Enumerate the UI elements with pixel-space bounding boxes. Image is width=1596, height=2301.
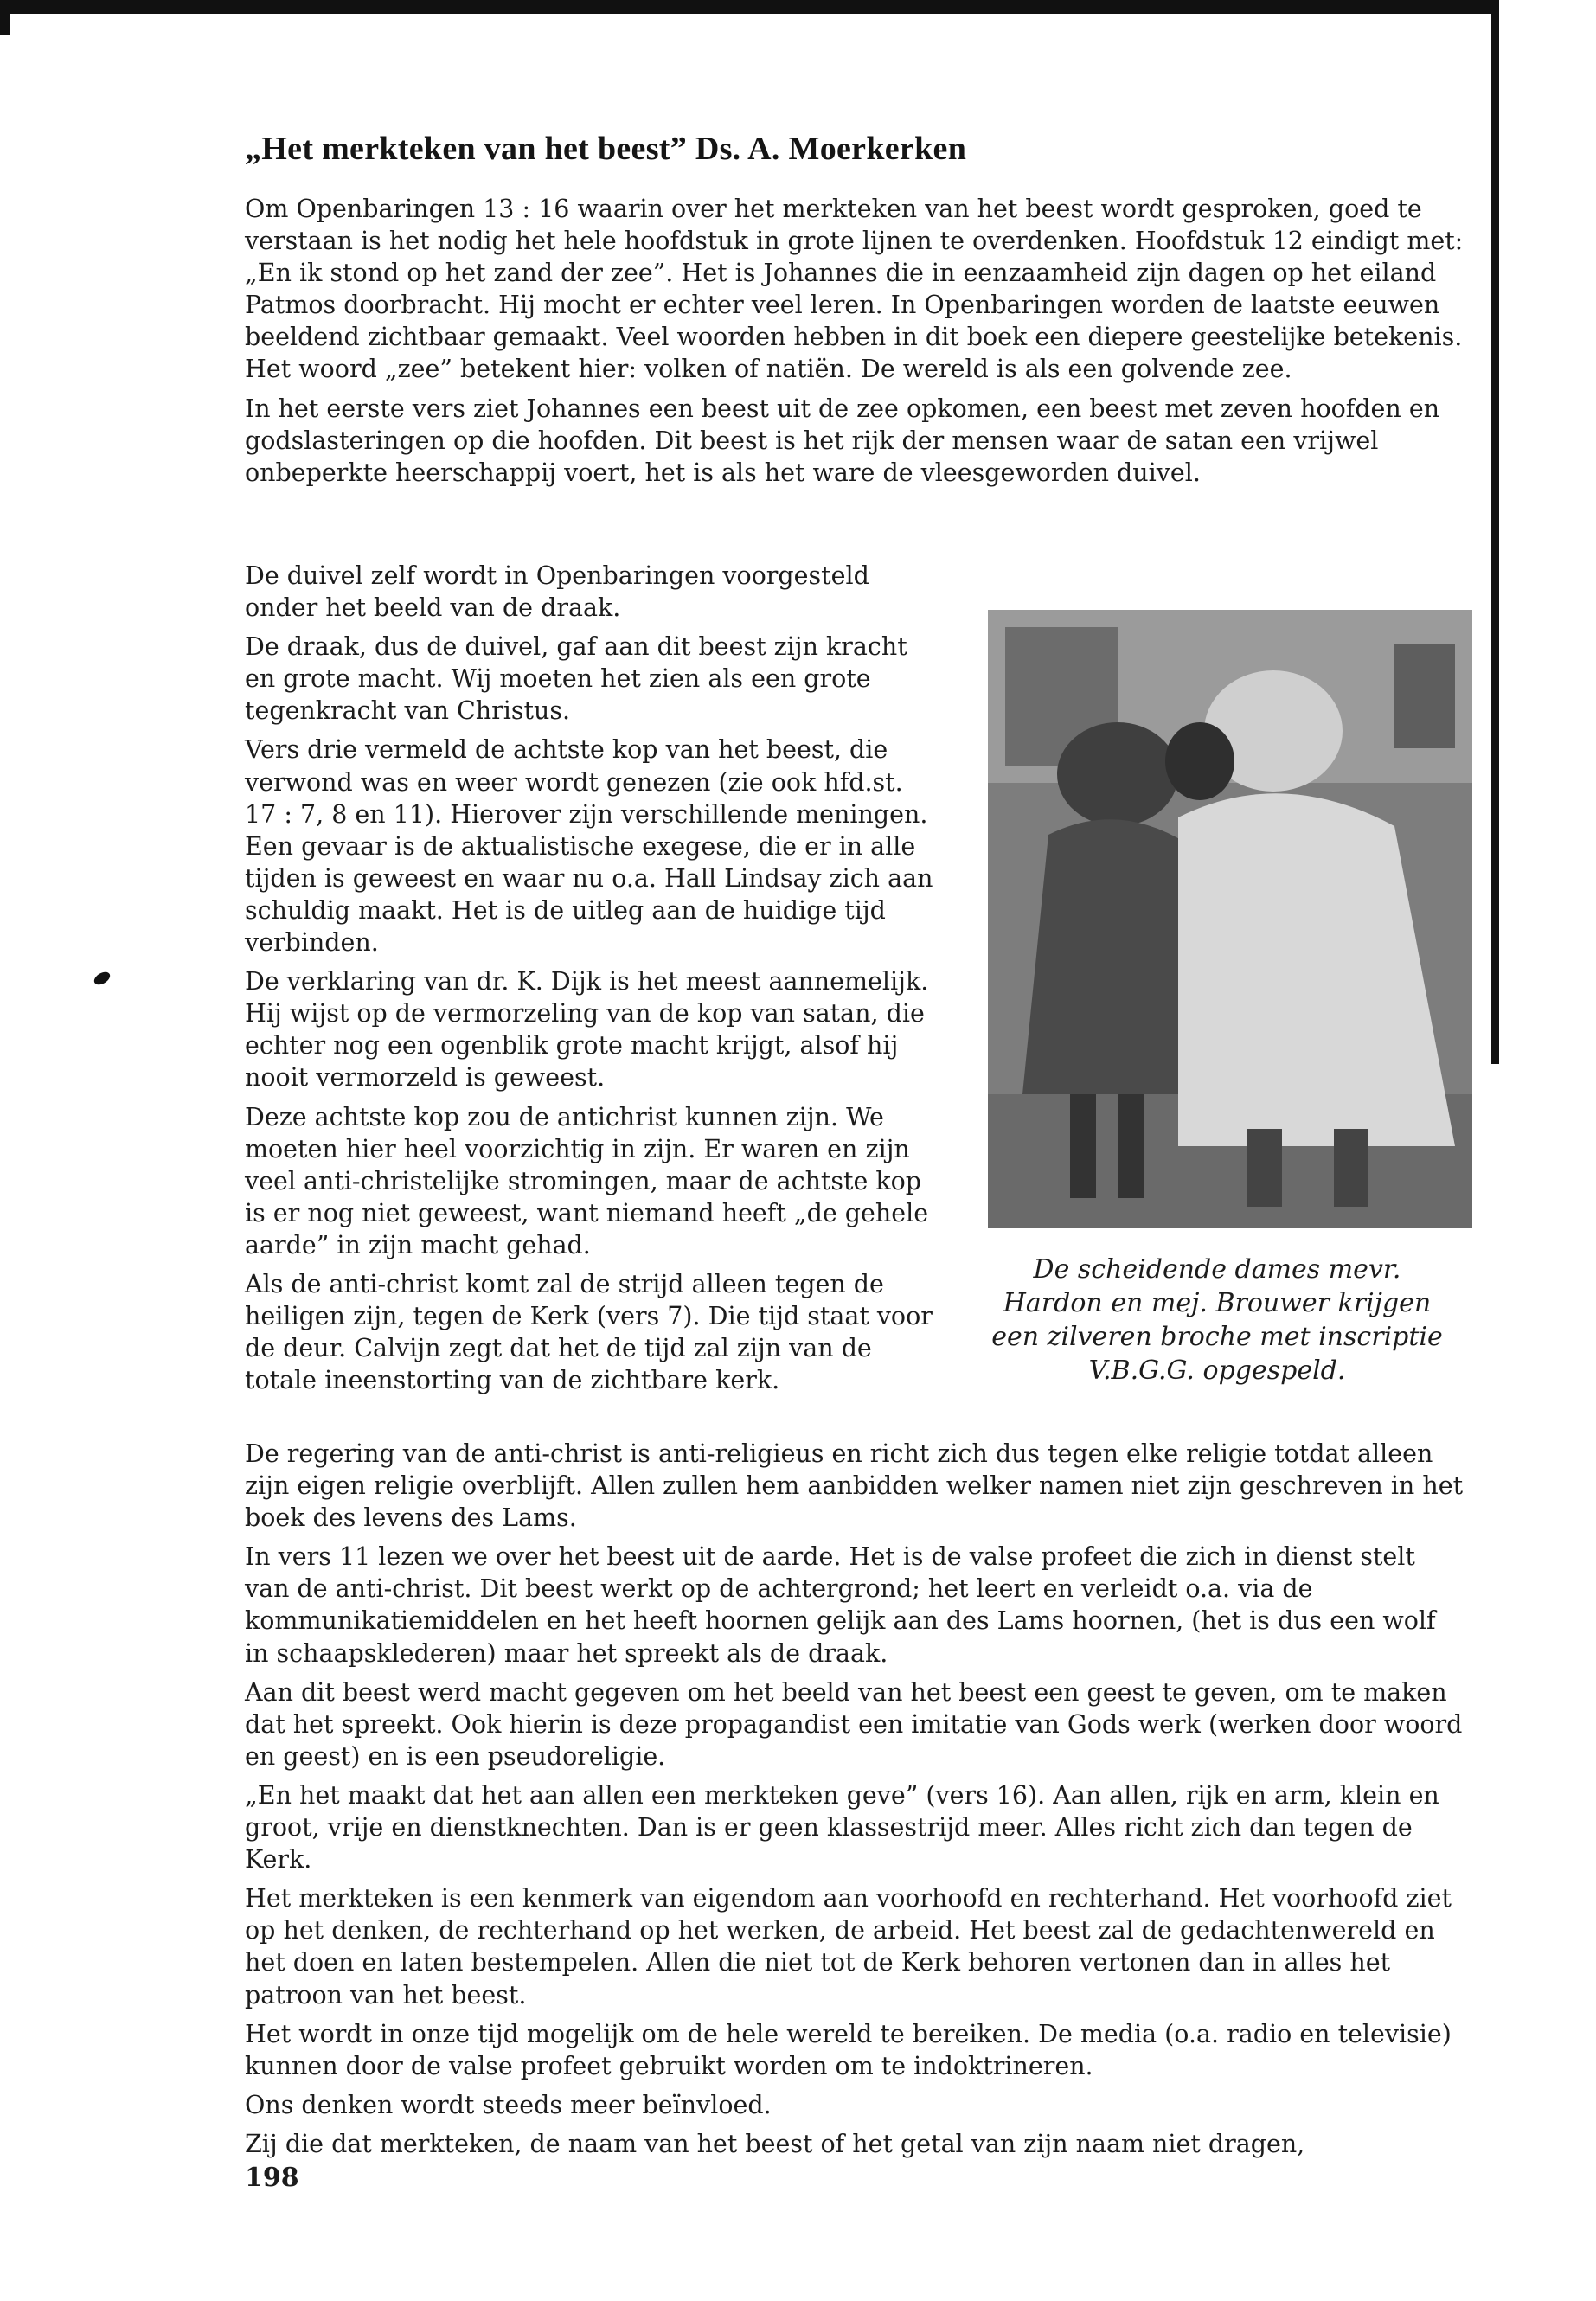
intro-text (245, 193, 1466, 489)
caption-line: V.B.G.G. opgespeld. (1088, 1356, 1346, 1386)
intro-paragraph: In het eerste vers ziet Johannes een beest uit de zee opkomen, een beest met zeven hoofden en godslasteringen op die hoofden. Dit beest is het rijk der mensen waar de satan een vrijwel onbeperkte heerschappij voert, het is als het ware de vleesgeworden duivel. (245, 394, 1440, 487)
caption-line: een zilveren broche met inscriptie (991, 1322, 1443, 1352)
page-border-right (1491, 0, 1499, 1064)
narrow-paragraph: Vers drie vermeld de achtste kop van het beest, die verwond was en weer wordt genezen (zie ook hfd.st. 17 : 7, 8 en 11). Hierover zijn verschillende meningen. Een gevaar is de aktualistische exegese, die er in alle tijden is geweest en waar nu o.a. Hall Lindsay zich aan schuldig maakt. Het is de uitleg aan de huidige tijd verbinden. (245, 735, 933, 958)
page-number: 198 (245, 2163, 299, 2193)
bottom-paragraph: „En het maakt dat het aan allen een merkteken geve” (vers 16). Aan allen, rijk en arm, klein en groot, vrije en dienstknechten. Dan is er geen klassestrijd meer. Alles richt zich dan tegen de Kerk. (245, 1780, 1439, 1875)
photo-illustration (988, 610, 1472, 1228)
caption-line: De scheidende dames mevr. (1033, 1254, 1401, 1285)
narrow-paragraph: De duivel zelf wordt in Openbaringen voorgesteld onder het beeld van de draak. (245, 561, 869, 623)
narrow-paragraph: De verklaring van dr. K. Dijk is het meest aannemelijk. Hij wijst op de vermorzeling van de kop van satan, die echter nog een ogenblik grote macht krijgt, alsof hij nooit vermorzeld is geweest. (245, 967, 929, 1093)
page-corner-mark (0, 0, 10, 35)
page-border-top (0, 0, 1497, 14)
photo-caption (962, 1253, 1472, 1388)
bottom-text (245, 1438, 1466, 2160)
ink-mark (92, 970, 112, 987)
bottom-paragraph: Zij die dat merkteken, de naam van het beest of het getal van zijn naam niet dragen, (245, 2129, 1305, 2158)
narrow-paragraph: Deze achtste kop zou de antichrist kunnen zijn. We moeten hier heel voorzichtig in zijn. Er waren en zijn veel anti-christelijke stromingen, maar de achtste kop is er nog niet geweest, want niemand heeft „de gehele aarde” in zijn macht gehad. (245, 1102, 929, 1259)
page-title: „Het merkteken van het beest” Ds. A. Moerkerken (245, 131, 967, 167)
bottom-paragraph: Het wordt in onze tijd mogelijk om de hele wereld te bereiken. De media (o.a. radio en televisie) kunnen door de valse profeet gebruikt worden om te indoktrineren. (245, 2019, 1452, 2080)
bottom-paragraph: Ons denken wordt steeds meer beïnvloed. (245, 2090, 772, 2119)
bottom-paragraph: De regering van de anti-christ is anti-religieus en richt zich dus tegen elke religie totdat alleen zijn eigen religie overblijft. Allen zullen hem aanbidden welker namen niet zijn geschreven in het boek des levens des Lams. (245, 1439, 1464, 1533)
bottom-paragraph: Aan dit beest werd macht gegeven om het beeld van het beest een geest te geven, om te maken dat het spreekt. Ook hierin is deze propagandist een imitatie van Gods werk (werken door woord en geest) en is een pseudoreligie. (245, 1677, 1463, 1771)
bottom-paragraph: In vers 11 lezen we over het beest uit de aarde. Het is de valse profeet die zich in dienst stelt van de anti-christ. Dit beest werkt op de achtergrond; het leert en verleidt o.a. via de kommunikatiemiddelen en het heeft hoornen gelijk aan des Lams hoornen, (het is dus een wolf in schaapsklederen) maar het spreekt als de draak. (245, 1542, 1436, 1668)
narrow-column-text (245, 560, 935, 1396)
ceremony-photo (988, 610, 1472, 1228)
narrow-paragraph: Als de anti-christ komt zal de strijd alleen tegen de heiligen zijn, tegen de Kerk (vers 7). Die tijd staat voor de deur. Calvijn zegt dat het de tijd zal zijn van de totale ineenstorting van de zichtbare kerk. (245, 1269, 933, 1395)
narrow-paragraph: De draak, dus de duivel, gaf aan dit beest zijn kracht en grote macht. Wij moeten het zien als een grote tegenkracht van Christus. (245, 632, 907, 726)
bottom-paragraph: Het merkteken is een kenmerk van eigendom aan voorhoofd en rechterhand. Het voorhoofd ziet op het denken, de rechterhand op het werken, de arbeid. Het beest zal de gedachtenwereld en het doen en laten bestempelen. Allen die niet tot de Kerk behoren vertonen dan in alles het patroon van het beest. (245, 1884, 1452, 2009)
caption-line: Hardon en mej. Brouwer krijgen (1003, 1288, 1432, 1318)
intro-paragraph: Om Openbaringen 13 : 16 waarin over het merkteken van het beest wordt gesproken, goed te verstaan is het nodig het hele hoofdstuk in grote lijnen te overdenken. Hoofdstuk 12 eindigt met: „En ik stond op het zand der zee”. Het is Johannes die in eenzaamheid zijn dagen op het eiland Patmos doorbracht. Hij mocht er echter veel leren. In Openbaringen worden de laatste eeuwen beeldend zichtbaar gemaakt. Veel woorden hebben in dit boek een diepere geestelijke betekenis. Het woord „zee” betekent hier: volken of natiën. De wereld is als een golvende zee. (245, 195, 1464, 384)
